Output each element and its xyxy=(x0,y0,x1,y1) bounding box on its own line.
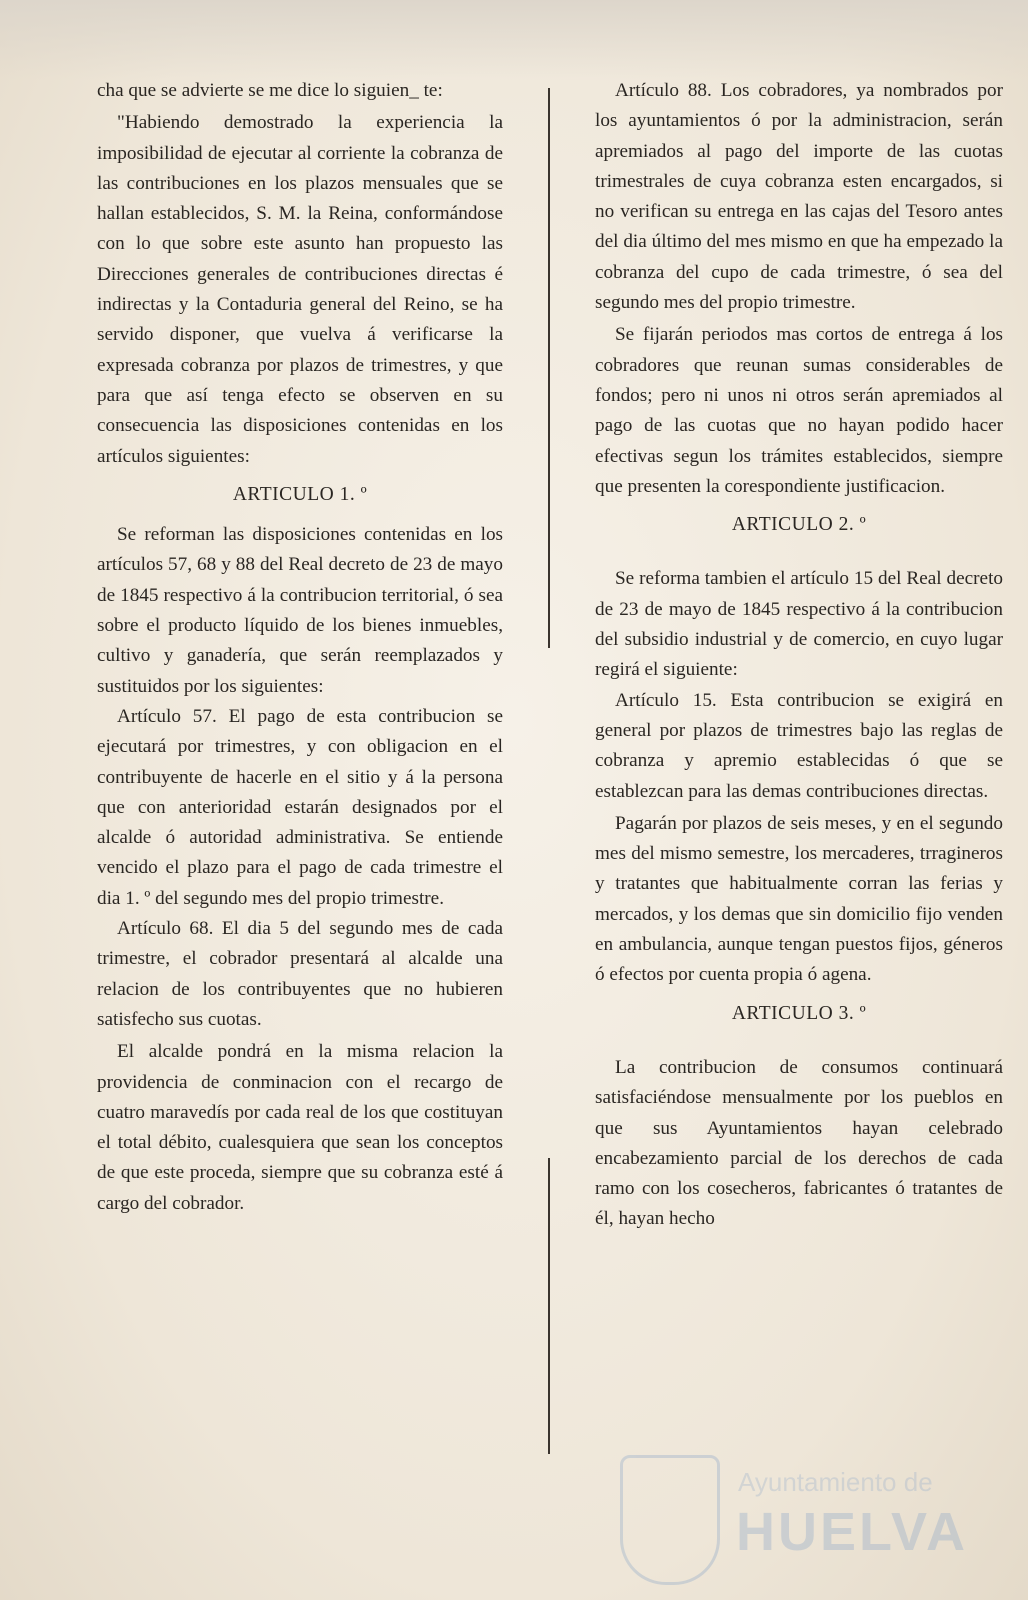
coat-of-arms-icon xyxy=(620,1455,720,1585)
right-paragraph-4: Artículo 15. Esta contribucion se exigirá en general por plazos de trimestres bajo las reglas de cobranza y apremio establecidas ó que se establezcan para las demas contribuciones directas. xyxy=(595,689,1003,802)
left-paragraph-2: Se reforman las disposiciones contenidas en los artículos 57, 68 y 88 del Real decreto de 23 de mayo de 1845 respectivo á la contribucion territorial, ó sea sobre el producto líquido de los bienes inmuebles, cultivo y ganadería, que serán reemplazados y sustituidos por los siguientes: xyxy=(97,524,503,697)
right-paragraph-3: Se reforma tambien el artículo 15 del Real decreto de 23 de mayo de 1845 respectivo á la contribucion del subsidio industrial y de comercio, en cuyo lugar regirá el siguiente: xyxy=(595,568,1003,681)
left-column xyxy=(97,76,503,1219)
left-paragraph-0: cha que se advierte se me dice lo siguien_ te: xyxy=(97,80,443,101)
right-paragraph-5: Pagarán por plazos de seis meses, y en el segundo mes del mismo semestre, los mercaderes, trragineros y tratantes que habitualmente corran las ferias y mercados, y los demas que sin domicilio fijo venden en ambulancia, aunque tengan puestos fijos, géneros ó efectos por cuenta propia ó agena. xyxy=(595,812,1003,986)
article-1-heading: ARTICULO 1. º xyxy=(232,483,368,505)
archive-watermark xyxy=(620,1455,1000,1590)
left-paragraph-4: Artículo 68. El dia 5 del segundo mes de cada trimestre, el cobrador presentará al alcalde una relacion de los contribuyentes que no hubieren satisfecho sus cuotas. xyxy=(97,918,503,1030)
article-2-heading: ARTICULO 2. º xyxy=(731,514,867,536)
watermark-line-1: Ayuntamiento de xyxy=(738,1467,933,1497)
column-divider-top xyxy=(548,88,550,648)
right-column xyxy=(595,76,1003,1235)
right-paragraph-6: La contribucion de consumos continuará satisfaciéndose mensualmente por los pueblos en que sus Ayuntamientos hayan celebrado encabezamiento parcial de los derechos de cada ramo con los cosecheros, fabricantes ó tratantes de él, hayan hecho xyxy=(595,1056,1003,1230)
right-paragraph-2: Se fijarán periodos mas cortos de entrega á los cobradores que reunan sumas considerables de fondos; pero ni unos ni otros serán apremiados al pago de las cuotas que no hayan podido hacer efectivas segun los trámites establecidos, siempre que presenten la corespondiente justificacion. xyxy=(595,324,1003,497)
watermark-line-2: HUELVA xyxy=(736,1502,968,1562)
bleed-through-header xyxy=(0,0,1028,80)
left-paragraph-3: Artículo 57. El pago de esta contribucion se ejecutará por trimestres, y con obligacion en el contribuyente de hacerle en el sitio y á la persona que con anterioridad estarán designados por el alcalde ó autoridad administrativa. Se entiende vencido el plazo para el pago de cada trimestre el dia 1. º del segundo mes del propio trimestre. xyxy=(97,705,503,909)
article-3-heading: ARTICULO 3. º xyxy=(731,1002,867,1024)
right-paragraph-1: Artículo 88. Los cobradores, ya nombrados por los ayuntamientos ó por la administracion, serán apremiados al pago del importe de las cuotas trimestrales de cuya cobranza esten encargados, si no verifican su entrega en las cajas del Tesoro antes del dia último del mes mismo en que ha empezado la cobranza del cupo de cada trimestre, ó sea del segundo mes del propio trimestre. xyxy=(595,80,1003,314)
left-paragraph-1: "Habiendo demostrado la experiencia la imposibilidad de ejecutar al corriente la cobranza de las contribuciones en los plazos mensuales que se hallan establecidos, S. M. la Reina, conformándose con lo que sobre este asunto han propuesto las Direcciones generales de contribuciones directas é indirectas y la Contaduria general del Reino, se ha servido disponer, que vuelva á verificarse la expresada cobranza por plazos de trimestres, y que para que así tenga efecto se observen en su consecuencia las disposiciones contenidas en los artículos siguientes: xyxy=(97,112,503,467)
left-paragraph-5: El alcalde pondrá en la misma relacion la providencia de conminacion con el recargo de cuatro maravedís por cada real de los que costituyan el total débito, cualesquiera que sean los conceptos de que este proceda, siempre que su cobranza esté á cargo del cobrador. xyxy=(97,1041,503,1214)
column-divider-bottom xyxy=(548,1158,550,1454)
